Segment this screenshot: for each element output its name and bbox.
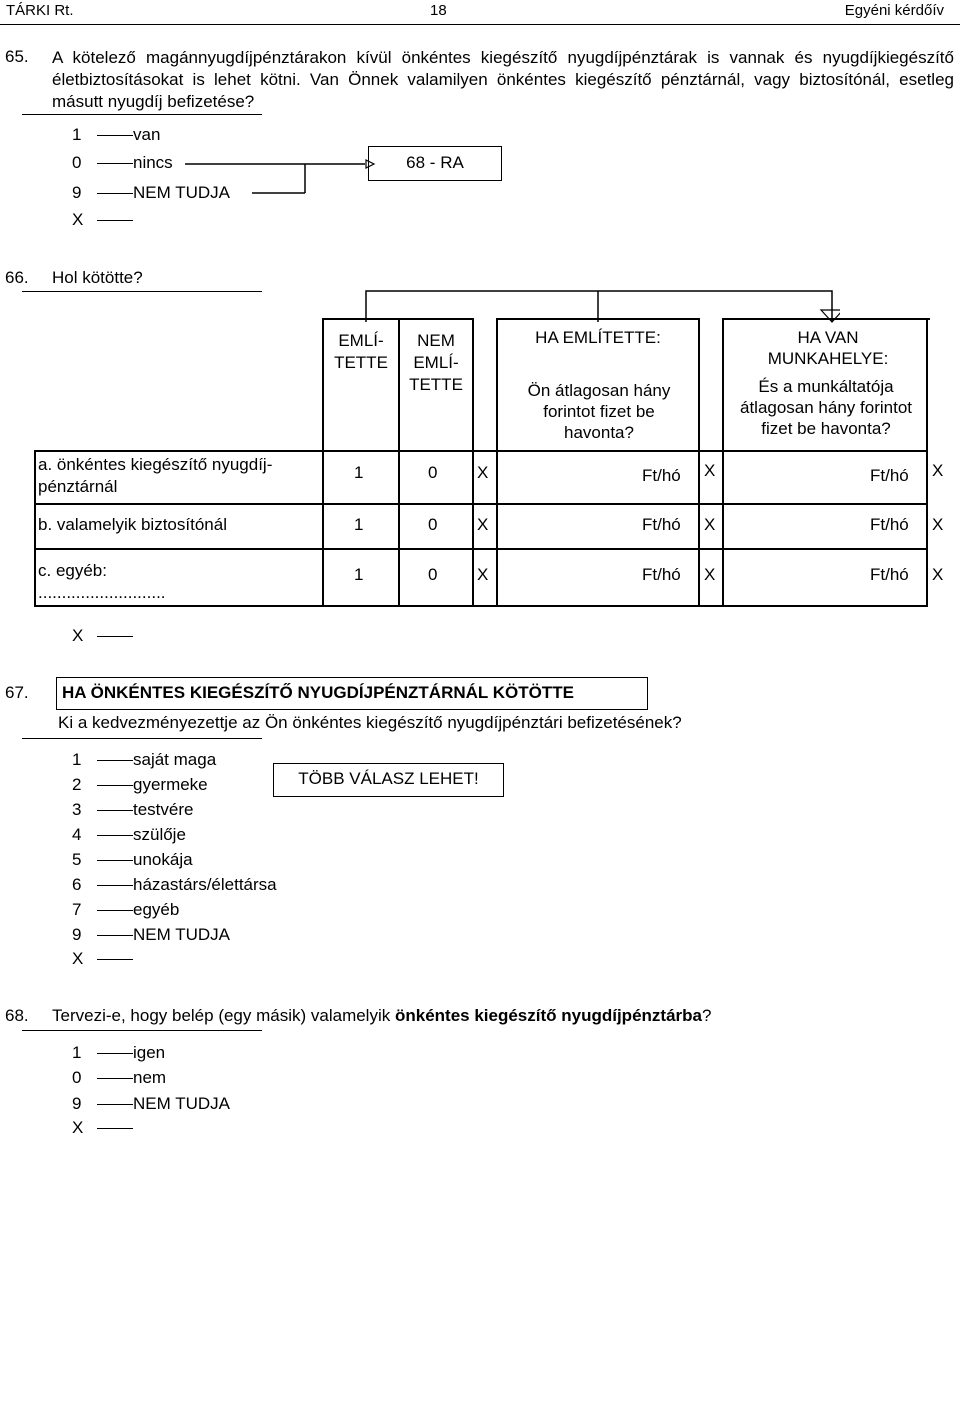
table-top-rule	[322, 318, 472, 320]
option-code: 3	[72, 800, 82, 819]
q68-underline	[22, 1030, 262, 1031]
option-dash	[97, 835, 133, 836]
row-b-label: b. valamelyik biztosítónál	[38, 515, 227, 534]
q65-text: A kötelező magánnyugdíjpénztárakon kívül önkéntes kiegészítő nyugdíjpénztárak is vannak és nyugdíjkiegészítő életbiztosításokat is lehet kötni. Van Önnek valamilyen önkéntes kiegészítő pénztárnál, vagy biztosítónál, esetleg másutt nyugdíj befizetése?	[52, 48, 954, 111]
table-vrule	[698, 318, 700, 607]
q68-text-pre: Tervezi-e, hogy belép (egy másik) valamelyik	[52, 1006, 395, 1025]
option-dash	[97, 935, 133, 936]
option-code: 2	[72, 775, 82, 794]
page-number: 18	[430, 2, 447, 19]
option-dash	[97, 785, 133, 786]
option-code: X	[72, 626, 84, 645]
option-code: X	[72, 949, 84, 968]
option-dash	[97, 1104, 133, 1105]
row-a-code-x[interactable]: X	[477, 463, 489, 482]
option-label: NEM TUDJA	[133, 183, 230, 202]
row-a-code-1[interactable]: 1	[354, 463, 364, 482]
q68-text-bold: önkéntes kiegészítő nyugdíjpénztárba	[394, 1006, 702, 1025]
option-label: nincs	[133, 153, 173, 172]
row-a-code-0[interactable]: 0	[428, 463, 438, 482]
q66-text: Hol kötötte?	[52, 268, 143, 287]
option-code: 1	[72, 750, 82, 769]
q67-underline	[22, 738, 262, 739]
option-label: NEM TUDJA	[133, 1094, 230, 1113]
option-code: 0	[72, 153, 82, 172]
header-rule	[0, 24, 960, 25]
col-not-mentioned: NEM EMLÍ- TETTE	[409, 331, 463, 394]
option-code: 1	[72, 125, 82, 144]
row-c-amount-input[interactable]: Ft/hó	[642, 565, 681, 584]
option-label: házastárs/élettársa	[133, 875, 277, 894]
col-if-workplace-question: És a munkáltatója átlagosan hány forintot fizet be havonta?	[739, 377, 912, 438]
q67-number: 67.	[5, 683, 29, 702]
option-label: gyermeke	[133, 775, 208, 794]
q68-text	[52, 1006, 711, 1026]
q66-underline	[22, 291, 262, 292]
option-code: 9	[72, 925, 82, 944]
table-vrule	[722, 318, 724, 607]
table-rule	[34, 605, 928, 607]
option-dash	[97, 760, 133, 761]
row-b-code-x[interactable]: X	[477, 515, 489, 534]
option-label: unokája	[133, 850, 193, 869]
col-if-mentioned-title: HA EMLÍTETTE:	[535, 328, 661, 347]
follow-up-connector	[360, 286, 840, 326]
row-c-employer-refuse[interactable]: X	[932, 565, 944, 584]
row-a-amount-refuse[interactable]: X	[704, 461, 716, 480]
skip-to-68-box: 68 - RA	[368, 146, 502, 181]
option-dash	[97, 1078, 133, 1079]
option-code: 4	[72, 825, 82, 844]
option-dash	[97, 220, 133, 221]
row-a-employer-refuse[interactable]: X	[932, 461, 944, 480]
option-dash	[97, 1053, 133, 1054]
row-b-amount-refuse[interactable]: X	[704, 515, 716, 534]
q65-number: 65.	[5, 47, 29, 66]
table-rule	[34, 450, 928, 452]
table-vrule	[472, 318, 474, 607]
row-a-label: a. önkéntes kiegészítő nyugdíj- pénztárnál	[38, 455, 273, 496]
option-code: 5	[72, 850, 82, 869]
table-vrule	[496, 318, 498, 607]
row-a-employer-input[interactable]: Ft/hó	[870, 466, 909, 485]
option-dash	[97, 885, 133, 886]
q68-number: 68.	[5, 1006, 29, 1025]
multi-answer-note: TÖBB VÁLASZ LEHET!	[273, 763, 504, 797]
option-label: egyéb	[133, 900, 180, 919]
col-if-mentioned-question: Ön átlagosan hány forintot fizet be havonta?	[527, 381, 671, 442]
row-b-amount-input[interactable]: Ft/hó	[642, 515, 681, 534]
row-c-code-0[interactable]: 0	[428, 565, 438, 584]
option-label: saját maga	[133, 750, 217, 769]
q66-number: 66.	[5, 268, 29, 287]
option-code: 9	[72, 1094, 82, 1113]
header-right: Egyéni kérdőív	[844, 2, 944, 19]
option-dash	[97, 193, 133, 194]
option-dash	[97, 810, 133, 811]
option-code: 0	[72, 1068, 82, 1087]
option-label: NEM TUDJA	[133, 925, 230, 944]
row-b-employer-input[interactable]: Ft/hó	[870, 515, 909, 534]
row-c-amount-refuse[interactable]: X	[704, 565, 716, 584]
q65-underline	[22, 114, 262, 115]
row-c-code-x[interactable]: X	[477, 565, 489, 584]
option-dash	[97, 1128, 133, 1129]
q68-text-post: ?	[701, 1006, 712, 1025]
row-c-code-1[interactable]: 1	[354, 565, 364, 584]
option-dash	[97, 959, 133, 960]
option-code: 9	[72, 183, 82, 202]
col-if-workplace-title: HA VAN MUNKAHELYE:	[767, 328, 889, 368]
row-c-employer-input[interactable]: Ft/hó	[870, 565, 909, 584]
q67-filter-box: HA ÖNKÉNTES KIEGÉSZÍTŐ NYUGDÍJPÉNZTÁRNÁL KÖTÖTTE	[56, 677, 648, 710]
table-vrule	[926, 318, 928, 607]
table-top-rule	[496, 318, 700, 320]
option-dash	[97, 860, 133, 861]
option-code: X	[72, 210, 84, 229]
row-b-code-0[interactable]: 0	[428, 515, 438, 534]
option-label: testvére	[133, 800, 194, 819]
option-dash	[97, 910, 133, 911]
option-dash	[97, 135, 133, 136]
row-b-employer-refuse[interactable]: X	[932, 515, 944, 534]
skip-arrow	[180, 150, 380, 210]
row-b-code-1[interactable]: 1	[354, 515, 364, 534]
option-dash	[97, 636, 133, 637]
option-code: 7	[72, 900, 82, 919]
row-a-amount-input[interactable]: Ft/hó	[642, 466, 681, 485]
col-mentioned: EMLÍ- TETTE	[334, 331, 388, 372]
option-label: van	[133, 125, 161, 144]
table-rule	[34, 548, 928, 550]
table-top-rule	[722, 318, 930, 320]
header-left: TÁRKI Rt.	[6, 2, 74, 19]
row-c-label: c. egyéb: ...........................	[38, 561, 166, 602]
q67-text: Ki a kedvezményezettje az Ön önkéntes kiegészítő nyugdíjpénztári befizetésének?	[58, 713, 682, 732]
option-label: igen	[133, 1043, 166, 1062]
option-dash	[97, 163, 133, 164]
table-vrule	[34, 450, 36, 607]
table-rule	[34, 503, 928, 505]
option-code: 6	[72, 875, 82, 894]
option-label: nem	[133, 1068, 167, 1087]
option-code: X	[72, 1118, 84, 1137]
option-code: 1	[72, 1043, 82, 1062]
option-label: szülője	[133, 825, 186, 844]
